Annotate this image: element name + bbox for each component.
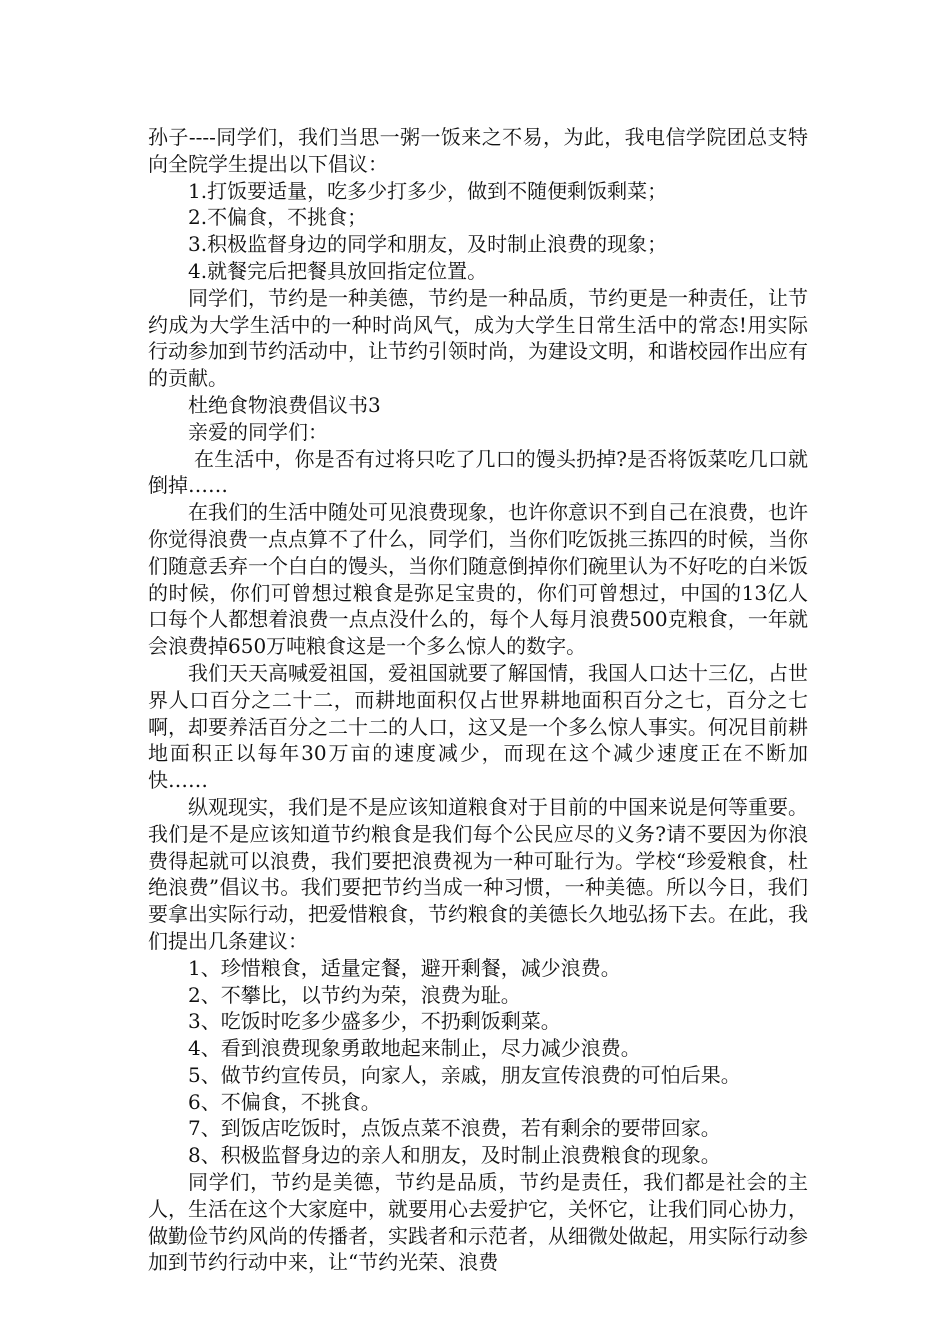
list-item: 2、不攀比，以节约为荣，浪费为耻。 (188, 982, 521, 1007)
body-paragraph: 纵观现实，我们是不是应该知道粮食对于目前的中国来说是何等重要。我们是不是应该知道节约粮食是我们每个公民应尽的义务?请不要因为你浪费得起就可以浪费，我们要把浪费视为一种可耻行为。学校“珍爱粮食，杜绝浪费”倡议书。我们要把节约当成一种习惯，一种美德。所以今日，我们要拿出实际行动，把爱惜粮食，节约粮食的美德长久地弘扬下去。在此，我们提出几条建议： (148, 794, 808, 953)
list-item: 4、看到浪费现象勇敢地起来制止，尽力减少浪费。 (188, 1036, 641, 1061)
list-item: 4.就餐完后把餐具放回指定位置。 (188, 258, 488, 283)
list-item: 5、做节约宣传员，向家人，亲戚，朋友宣传浪费的可怕后果。 (188, 1062, 741, 1087)
body-paragraph: 我们天天高喊爱祖国，爱祖国就要了解国情，我国人口达十三亿，占世界人口百分之二十二，而耕地面积仅占世界耕地面积百分之七，百分之七啊，却要养活百分之二十二的人口，这又是一个多么惊人事实。何况目前耕地面积正以每年30万亩的速度减少，而现在这个减少速度正在不断加快…… (148, 660, 808, 793)
body-paragraph: 在我们的生活中随处可见浪费现象，也许你意识不到自己在浪费，也许你觉得浪费一点点算不了什么，同学们，当你们吃饭挑三拣四的时候，当你们随意丢弃一个白白的馒头，当你们随意倒掉你们碗里认为不好吃的白米饭的时候，你们可曾想过粮食是弥足宝贵的，你们可曾想过，中国的13亿人口每个人都想着浪费一点点没什么的，每个人每月浪费500克粮食，一年就会浪费掉650万吨粮食这是一个多么惊人的数字。 (148, 500, 808, 659)
list-item: 3、吃饭时吃多少盛多少，不扔剩饭剩菜。 (188, 1009, 561, 1034)
salutation: 亲爱的同学们： (188, 419, 328, 444)
list-item: 1、珍惜粮食，适量定餐，避开剩餐，减少浪费。 (188, 955, 621, 980)
list-item: 7、到饭店吃饭时，点饭点菜不浪费，若有剩余的要带回家。 (188, 1116, 721, 1141)
list-item: 8、积极监督身边的亲人和朋友，及时制止浪费粮食的现象。 (188, 1143, 721, 1168)
body-paragraph: 同学们，节约是一种美德，节约是一种品质，节约更是一种责任，让节约成为大学生活中的一种时尚风气，成为大学生日常生活中的常态!用实际行动参加到节约活动中，让节约引领时尚，为建设文明，和谐校园作出应有的贡献。 (148, 285, 808, 391)
list-item: 1.打饭要适量，吃多少打多少，做到不随便剩饭剩菜； (188, 178, 668, 203)
list-item: 2.不偏食，不挑食； (188, 205, 368, 230)
body-paragraph: 孙子----同学们，我们当思一粥一饭来之不易，为此，我电信学院团总支特向全院学生提出以下倡议： (148, 125, 808, 176)
body-paragraph: 同学们，节约是美德，节约是品质，节约是责任，我们都是社会的主人，生活在这个大家庭中，就要用心去爱护它，关怀它，让我们同心协力，做勤俭节约风尚的传播者，实践者和示范者，从细微处做起，用实际行动参加到节约行动中来，让“节约光荣、浪费 (148, 1170, 808, 1275)
section-title: 杜绝食物浪费倡议书3 (188, 392, 381, 417)
document-page (148, 124, 808, 1276)
body-paragraph: 在生活中，你是否有过将只吃了几口的馒头扔掉?是否将饭菜吃几口就倒掉…… (148, 446, 808, 498)
list-item: 3.积极监督身边的同学和朋友，及时制止浪费的现象； (188, 232, 668, 257)
list-item: 6、不偏食，不挑食。 (188, 1089, 381, 1114)
